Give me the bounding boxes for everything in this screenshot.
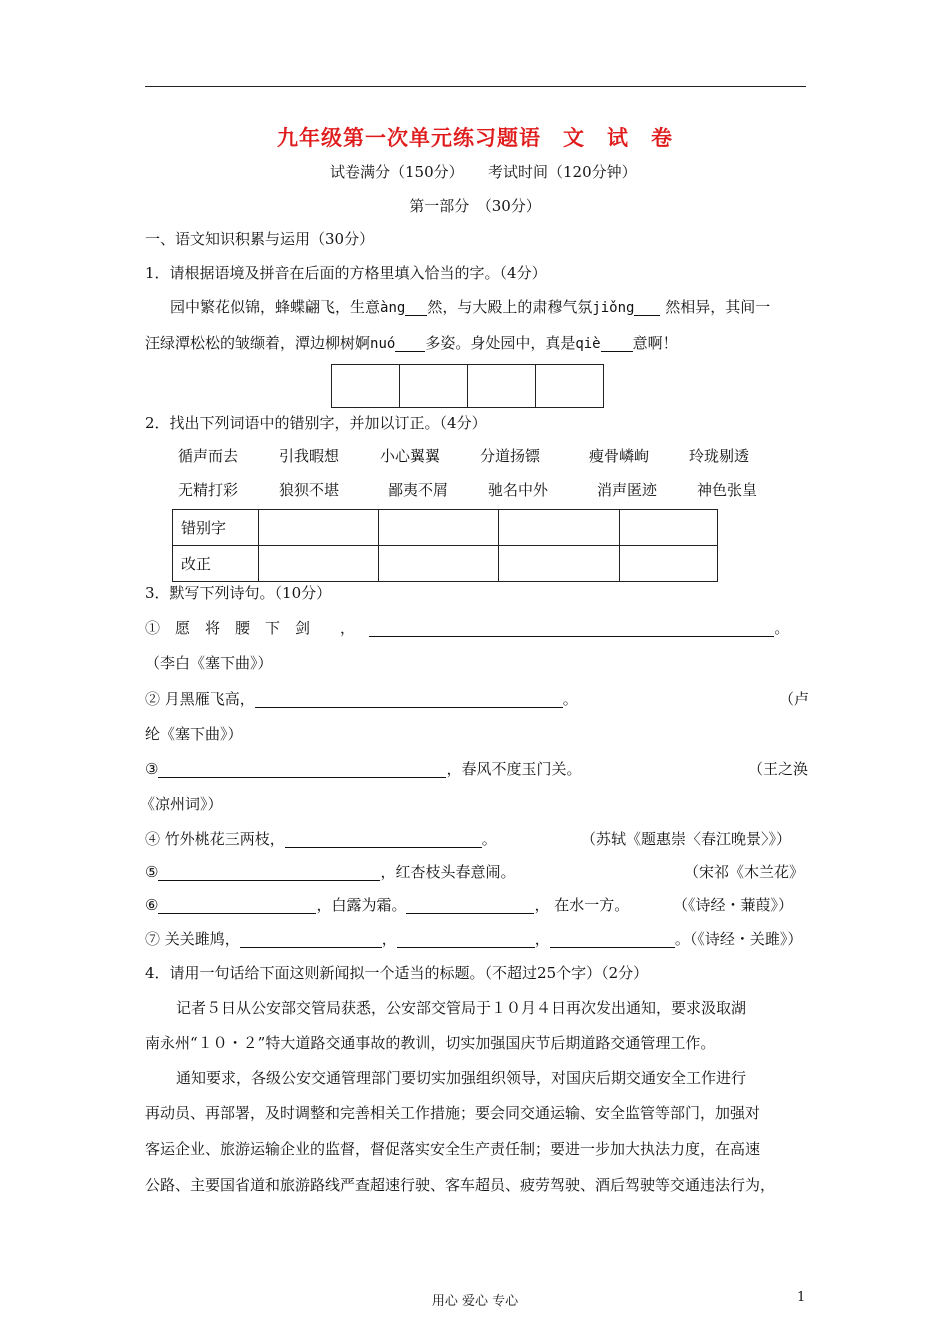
- poem-source-7: （《诗经・关雎》）: [689, 930, 803, 948]
- correction-cell[interactable]: [258, 510, 378, 546]
- word-item: 狼狈不堪: [279, 481, 340, 499]
- poem-text: ，红杏枝头春意闹。: [380, 863, 516, 881]
- poem-text: ，春风不度玉门关。: [446, 760, 582, 778]
- pinyin: jiǒng: [592, 300, 635, 316]
- answer-blank[interactable]: [240, 931, 382, 948]
- poem-text: ⑥: [145, 896, 159, 914]
- poem-text: 。: [481, 830, 497, 848]
- passage-text: 园中繁花似锦，蜂蝶翩飞，生意: [170, 298, 381, 316]
- word-item: 瘦骨嶙峋: [589, 447, 650, 465]
- question-1-passage-line-2: [145, 332, 678, 355]
- news-paragraph-1-line-1: 记者５日从公安部交管局获悉，公安部交管局于１０月４日再次发出通知，要求汲取湖: [176, 999, 747, 1017]
- correction-cell[interactable]: [378, 546, 498, 582]
- passage-text: 然，与大殿上的肃穆气氛: [427, 298, 593, 316]
- poem-source-5: （宋祁《木兰花》: [684, 863, 805, 881]
- word-row-2: [0, 479, 950, 501]
- poem-text: ③: [145, 760, 159, 778]
- question-2-stem: 2．找出下列词语中的错别字，并加以订正。（4分）: [145, 414, 487, 432]
- footer-motto: 用心 爱心 专心: [431, 1294, 519, 1309]
- news-paragraph-1-line-2: 南永州“１０・２”特大道路交通事故的教训，切实加强国庆节后期道路交通管理工作。: [145, 1034, 716, 1052]
- word-item: 玲珑剔透: [689, 447, 750, 465]
- answer-blank[interactable]: [255, 691, 563, 708]
- correction-cell[interactable]: [378, 510, 498, 546]
- poem-source-1: （李白《塞下曲》）: [145, 654, 273, 672]
- question-1-passage-line-1: [170, 296, 770, 319]
- poem-line-4: [145, 828, 497, 850]
- poem-line-1: [145, 617, 789, 639]
- section-heading: 一、语文知识积累与运用（30分）: [145, 230, 375, 248]
- correction-cell[interactable]: [258, 546, 378, 582]
- poem-text: ⑦ 关关雎鸠，: [145, 930, 240, 948]
- word-row-1: [0, 445, 950, 467]
- exam-title: 九年级第一次单元练习题语 文 试 卷: [277, 125, 673, 150]
- pinyin: nuó: [370, 336, 396, 352]
- correction-cell[interactable]: [619, 546, 718, 582]
- full-score: 试卷满分（150分）: [330, 163, 464, 181]
- poem-line-5: [145, 861, 515, 883]
- question-1-stem: 1．请根据语境及拼音在后面的方格里填入恰当的字。（4分）: [145, 264, 547, 282]
- answer-blank[interactable]: [397, 931, 535, 948]
- poem-source-2b: 纶《塞下曲》）: [145, 725, 243, 743]
- poem-text: 。: [774, 619, 790, 637]
- question-4-stem: 4．请用一句话给下面这则新闻拟一个适当的标题。（不超过25个字）（2分）: [145, 964, 649, 982]
- passage-text: 多姿。身处园中，真是: [425, 334, 576, 352]
- news-paragraph-2-line-2: 再动员、再部署，及时调整和完善相关工作措施；要会同交通运输、安全监管等部门，加强对: [145, 1104, 761, 1122]
- poem-line-2: [145, 688, 578, 710]
- word-item: 神色张皇: [697, 481, 758, 499]
- poem-text: ④ 竹外桃花三两枝，: [145, 830, 285, 848]
- poem-source-2a: （卢: [779, 690, 810, 708]
- correction-table-label: 改正: [173, 546, 259, 582]
- poem-text: 。: [674, 930, 690, 948]
- word-item: 鄙夷不屑: [388, 481, 449, 499]
- poem-line-3: [145, 758, 581, 780]
- pinyin: qiè: [575, 336, 601, 352]
- answer-blank[interactable]: [405, 299, 427, 316]
- answer-blank[interactable]: [285, 831, 482, 848]
- correction-cell[interactable]: [499, 546, 619, 582]
- poem-text: ② 月黑雁飞高，: [145, 690, 255, 708]
- answer-box-3[interactable]: [468, 365, 536, 408]
- news-paragraph-2-line-4: 公路、主要国省道和旅游路线严查超速行驶、客车超员、疲劳驾驶、酒后驾驶等交通违法行为，: [145, 1176, 776, 1194]
- news-paragraph-2-line-1: 通知要求，各级公安交通管理部门要切实加强组织领导，对国庆后期交通安全工作进行: [176, 1069, 747, 1087]
- poem-text: ，: [381, 930, 397, 948]
- header-rule: [145, 86, 806, 87]
- correction-table-label: 错别字: [173, 510, 259, 546]
- word-item: 无精打彩: [178, 481, 239, 499]
- answer-blank[interactable]: [550, 931, 675, 948]
- correction-cell[interactable]: [619, 510, 718, 546]
- answer-box-grid: [331, 364, 604, 408]
- poem-text: 。: [562, 690, 578, 708]
- word-item: 循声而去: [178, 447, 239, 465]
- passage-text: 然相异，其间一: [665, 298, 771, 316]
- answer-blank[interactable]: [158, 897, 316, 914]
- news-paragraph-2-line-3: 客运企业、旅游运输企业的监督，督促落实安全生产责任制；要进一步加大执法力度，在高速: [145, 1140, 761, 1158]
- answer-blank[interactable]: [395, 335, 425, 352]
- poem-source-6: （《诗经・蒹葭》）: [673, 896, 794, 914]
- poem-line-6: [145, 894, 629, 916]
- poem-text: ⑤: [145, 863, 159, 881]
- word-item: 驰名中外: [488, 481, 549, 499]
- word-item: 小心翼翼: [380, 447, 441, 465]
- answer-box-4[interactable]: [536, 365, 604, 408]
- poem-text: ① 愿 将 腰 下 剑 ，: [145, 619, 356, 637]
- question-3-stem: 3．默写下列诗句。（10分）: [145, 584, 332, 602]
- word-item: 引我暇想: [279, 447, 340, 465]
- correction-cell[interactable]: [499, 510, 619, 546]
- passage-text: 意啊！: [632, 334, 678, 352]
- poem-text: ，: [534, 930, 550, 948]
- answer-blank[interactable]: [369, 620, 774, 637]
- part-heading: 第一部分 （30分）: [409, 197, 541, 215]
- passage-text: 汪绿潭松松的皱缬着，潭边柳树婀: [145, 334, 371, 352]
- poem-source-3b: 《凉州词》）: [140, 795, 223, 813]
- poem-line-7: [145, 928, 802, 950]
- answer-box-1[interactable]: [332, 365, 400, 408]
- answer-blank[interactable]: [601, 335, 633, 352]
- exam-time: 考试时间（120分钟）: [488, 163, 637, 181]
- poem-source-3a: （王之涣: [748, 760, 809, 778]
- word-item: 分道扬镖: [480, 447, 541, 465]
- answer-blank[interactable]: [406, 897, 534, 914]
- pinyin: àng: [380, 300, 406, 316]
- answer-blank[interactable]: [158, 761, 446, 778]
- poem-text: ， 在水一方。: [534, 896, 630, 914]
- page-number: 1: [797, 1290, 806, 1305]
- answer-blank[interactable]: [158, 864, 380, 881]
- answer-box-2[interactable]: [400, 365, 468, 408]
- correction-table: [172, 509, 718, 582]
- poem-source-4: （苏轼《题惠崇〈春江晚景〉》）: [581, 830, 792, 848]
- word-item: 消声匿迹: [597, 481, 658, 499]
- poem-text: ，白露为霜。: [316, 896, 407, 914]
- answer-blank[interactable]: [634, 299, 660, 316]
